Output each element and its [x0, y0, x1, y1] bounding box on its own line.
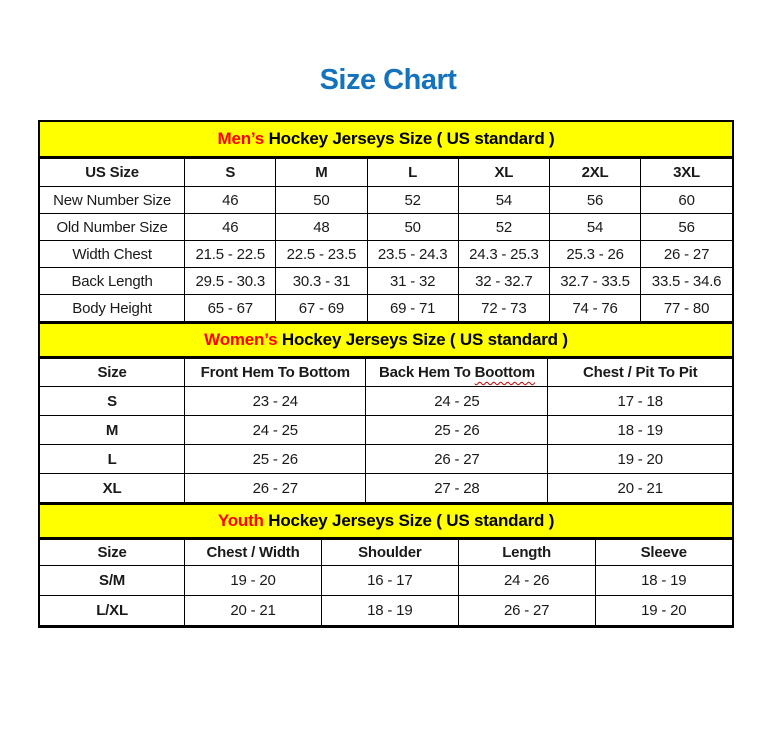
size-cell: 18 - 19 — [548, 416, 732, 445]
size-cell: 19 - 20 — [548, 445, 732, 474]
mens-col-header-m: M — [276, 159, 367, 187]
size-cell: 26 - 27 — [641, 241, 732, 268]
size-chart-page — [0, 64, 776, 756]
mens-header-row — [40, 159, 732, 187]
womens-heading-text: Hockey Jerseys Size ( US standard ) — [277, 330, 568, 349]
page-title: Size Chart — [319, 64, 457, 96]
size-cell: 24 - 26 — [458, 566, 595, 596]
size-cell: 23 - 24 — [185, 387, 366, 416]
size-cell: 31 - 32 — [367, 268, 458, 295]
size-cell: 72 - 73 — [458, 295, 549, 322]
mens-heading-text: Hockey Jerseys Size ( US standard ) — [264, 129, 555, 148]
mens-col-header-l: L — [367, 159, 458, 187]
youth-heading-highlight: Youth — [217, 511, 264, 530]
size-cell: 33.5 - 34.6 — [641, 268, 732, 295]
womens-section-heading — [40, 322, 732, 358]
table-row — [40, 566, 732, 596]
womens-col-header-back-hem — [366, 359, 548, 387]
row-label: XL — [40, 474, 185, 503]
size-cell: 32.7 - 33.5 — [549, 268, 640, 295]
mens-col-header-3xl: 3XL — [641, 159, 732, 187]
mens-col-header-xl: XL — [458, 159, 549, 187]
table-row — [40, 387, 732, 416]
youth-col-header-size: Size — [40, 540, 185, 566]
size-cell: 46 — [185, 214, 276, 241]
size-cell: 16 - 17 — [321, 566, 458, 596]
size-cell: 32 - 32.7 — [458, 268, 549, 295]
size-cell: 67 - 69 — [276, 295, 367, 322]
size-cell: 48 — [276, 214, 367, 241]
back-hem-label-prefix: Back Hem To — [378, 364, 475, 381]
table-row — [40, 474, 732, 503]
size-cell: 60 — [641, 187, 732, 214]
table-row — [40, 214, 732, 241]
youth-col-header-length: Length — [458, 540, 595, 566]
size-cell: 26 - 27 — [185, 474, 366, 503]
misspelled-word: Boottom — [474, 364, 535, 381]
womens-size-table — [40, 358, 732, 503]
size-cell: 77 - 80 — [641, 295, 732, 322]
row-label: Old Number Size — [40, 214, 185, 241]
youth-section-heading — [40, 503, 732, 539]
size-cell: 50 — [276, 187, 367, 214]
size-cell: 52 — [458, 214, 549, 241]
size-cell: 26 - 27 — [366, 445, 548, 474]
mens-col-header-2xl: 2XL — [549, 159, 640, 187]
size-cell: 25.3 - 26 — [549, 241, 640, 268]
table-row — [40, 416, 732, 445]
mens-size-table — [40, 158, 732, 322]
row-label: Back Length — [40, 268, 185, 295]
table-row — [40, 268, 732, 295]
size-cell: 26 - 27 — [458, 596, 595, 626]
youth-col-header-chest-width: Chest / Width — [185, 540, 322, 566]
row-label: L/XL — [40, 596, 185, 626]
youth-header-row — [40, 540, 732, 566]
mens-section-heading — [40, 122, 732, 158]
size-cell: 18 - 19 — [595, 566, 732, 596]
size-cell: 24.3 - 25.3 — [458, 241, 549, 268]
size-cell: 18 - 19 — [321, 596, 458, 626]
size-cell: 23.5 - 24.3 — [367, 241, 458, 268]
size-cell: 17 - 18 — [548, 387, 732, 416]
size-cell: 22.5 - 23.5 — [276, 241, 367, 268]
row-label: S — [40, 387, 185, 416]
table-row — [40, 187, 732, 214]
womens-col-header-front-hem: Front Hem To Bottom — [185, 359, 366, 387]
size-cell: 69 - 71 — [367, 295, 458, 322]
size-cell: 19 - 20 — [185, 566, 322, 596]
size-cell: 21.5 - 22.5 — [185, 241, 276, 268]
size-cell: 46 — [185, 187, 276, 214]
womens-heading-highlight: Women’s — [204, 330, 278, 349]
row-label: S/M — [40, 566, 185, 596]
size-cell: 25 - 26 — [366, 416, 548, 445]
womens-col-header-size: Size — [40, 359, 185, 387]
size-cell: 24 - 25 — [366, 387, 548, 416]
youth-col-header-sleeve: Sleeve — [595, 540, 732, 566]
table-row — [40, 295, 732, 322]
size-cell: 27 - 28 — [366, 474, 548, 503]
mens-col-header-s: S — [185, 159, 276, 187]
youth-heading-text: Hockey Jerseys Size ( US standard ) — [263, 511, 555, 530]
row-label: M — [40, 416, 185, 445]
size-cell: 24 - 25 — [185, 416, 366, 445]
size-cell: 29.5 - 30.3 — [185, 268, 276, 295]
youth-col-header-shoulder: Shoulder — [321, 540, 458, 566]
row-label: New Number Size — [40, 187, 185, 214]
size-chart-container — [38, 120, 734, 628]
mens-col-header-us-size: US Size — [40, 159, 185, 187]
size-cell: 52 — [367, 187, 458, 214]
row-label: Body Height — [40, 295, 185, 322]
womens-col-header-chest: Chest / Pit To Pit — [548, 359, 732, 387]
size-cell: 25 - 26 — [185, 445, 366, 474]
row-label: Width Chest — [40, 241, 185, 268]
size-cell: 56 — [641, 214, 732, 241]
size-cell: 20 - 21 — [185, 596, 322, 626]
table-row — [40, 241, 732, 268]
size-cell: 56 — [549, 187, 640, 214]
mens-heading-highlight: Men’s — [217, 129, 265, 148]
table-row — [40, 596, 732, 626]
row-label: L — [40, 445, 185, 474]
size-cell: 54 — [458, 187, 549, 214]
size-cell: 50 — [367, 214, 458, 241]
size-cell: 20 - 21 — [548, 474, 732, 503]
youth-size-table — [40, 539, 732, 626]
size-cell: 19 - 20 — [595, 596, 732, 626]
size-cell: 54 — [549, 214, 640, 241]
size-cell: 30.3 - 31 — [276, 268, 367, 295]
size-cell: 65 - 67 — [185, 295, 276, 322]
womens-header-row — [40, 359, 732, 387]
table-row — [40, 445, 732, 474]
size-cell: 74 - 76 — [549, 295, 640, 322]
